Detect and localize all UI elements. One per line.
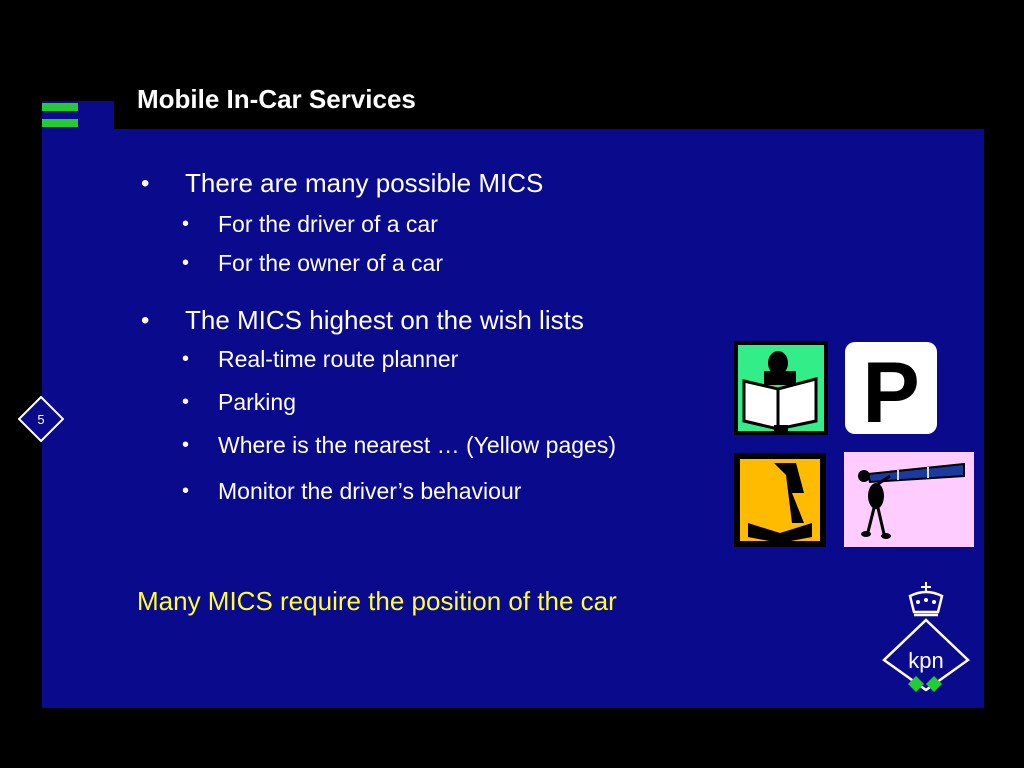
sub-bullet-marker: • — [182, 252, 190, 274]
bullet-marker: • — [141, 170, 150, 197]
bullet-2-sub-3: Where is the nearest … (Yellow pages) — [218, 432, 617, 458]
conclusion-text: Many MICS require the position of the car — [137, 586, 617, 616]
logo-bar-bottom — [42, 119, 78, 127]
bullet-2-sub-4: Monitor the driver’s behaviour — [218, 478, 522, 504]
parking-sign-icon — [845, 342, 937, 434]
bullet-2-sub-1: Real-time route planner — [218, 346, 459, 372]
sub-bullet-marker: • — [182, 434, 190, 456]
bullet-2-text: The MICS highest on the wish lists — [185, 305, 584, 335]
sub-bullet-marker: • — [182, 480, 190, 502]
yellow-pages-icon — [734, 453, 826, 547]
telescope-figure-icon — [844, 452, 974, 547]
sub-bullet-marker: • — [182, 213, 190, 235]
bullet-marker: • — [141, 307, 150, 334]
parking-letter: P — [862, 345, 920, 434]
logo-bar-top — [42, 103, 78, 111]
newspaper-reader-icon — [734, 341, 828, 435]
bullet-1-text: There are many possible MICS — [185, 168, 544, 198]
crown-icon — [904, 582, 948, 618]
bullet-1-sub-2: For the owner of a car — [218, 250, 443, 276]
sub-bullet-marker: • — [182, 348, 190, 370]
kpn-logo — [880, 618, 972, 696]
sub-bullet-marker: • — [182, 391, 190, 413]
bullet-2-sub-2: Parking — [218, 389, 296, 415]
kpn-logo-text: kpn — [908, 648, 944, 673]
bullet-1-sub-1: For the driver of a car — [218, 211, 438, 237]
slide-title: Mobile In-Car Services — [137, 84, 416, 114]
page-number: 5 — [37, 412, 45, 427]
page-number-badge — [18, 396, 64, 442]
